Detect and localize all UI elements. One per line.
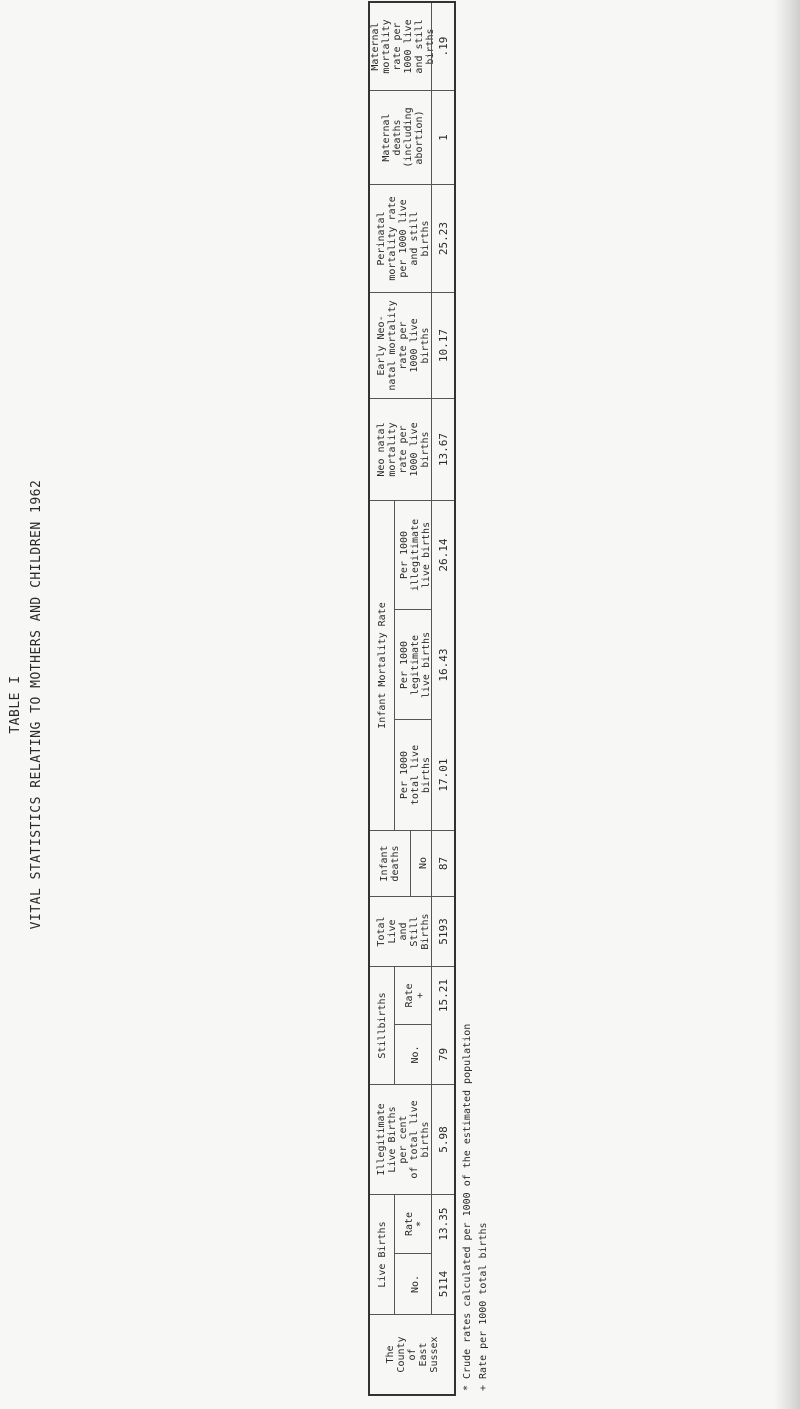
col-live-births [370, 1194, 454, 1314]
early-neonatal-value: 10.17 [431, 293, 454, 398]
county-header: The County of East Sussex [384, 1336, 440, 1373]
maternal-deaths-header: Maternal deaths (including abortion) [381, 107, 425, 168]
imr-illegit: 26.14 [436, 538, 450, 572]
stillbirths-rate-header: Rate + [404, 983, 426, 1008]
illegitimate-value: 5.98 [431, 1085, 454, 1194]
live-births-group: Live Births [370, 1195, 395, 1314]
col-infant-mortality-rate [370, 500, 454, 830]
col-stillbirths [370, 966, 454, 1084]
col-infant-deaths [370, 830, 454, 896]
total-births-value: 5193 [431, 897, 454, 966]
infant-deaths-header: Infant deaths [370, 831, 411, 896]
stillbirths-no-header: No. [409, 1045, 421, 1064]
col-early-neonatal [370, 292, 454, 398]
maternal-rate-header: Maternal mortality rate per 1000 live and still births [370, 19, 436, 74]
col-perinatal [370, 184, 454, 292]
maternal-deaths-value: 1 [431, 91, 454, 184]
table-number: TABLE I [8, 675, 23, 734]
total-births-header: Total Live and Still Births [375, 913, 431, 950]
divider [394, 609, 432, 610]
early-neonatal-header: Early Neo- natal mortality rate per 1000 live births [375, 300, 431, 391]
perinatal-value: 25.23 [431, 185, 454, 292]
col-neonatal [370, 398, 454, 500]
col-maternal-deaths [370, 90, 454, 184]
stillbirths-group: Stillbirths [370, 967, 395, 1084]
divider [394, 1253, 432, 1254]
stillbirths-rate: 15.21 [436, 978, 450, 1013]
live-births-rate-header: Rate * [404, 1211, 426, 1237]
imr-legit-header: Per 1000 legitimate live births [398, 631, 432, 699]
vital-statistics-table [368, 1, 456, 1396]
col-county [370, 1314, 454, 1394]
illegitimate-header: Illegitimate Live Births per cent of total live births [375, 1100, 431, 1179]
imr-illegit-header: Per 1000 illegitimate live births [398, 518, 432, 592]
neonatal-header: Neo natal mortality rate per 1000 live births [375, 422, 431, 477]
live-births-no-header: No. [409, 1274, 421, 1294]
divider [394, 1024, 432, 1025]
col-illegitimate [370, 1084, 454, 1194]
footnote-crude: * Crude rates calculated per 1000 of the estimated population [462, 1023, 473, 1391]
infant-deaths-no-header: No [417, 856, 429, 870]
neonatal-value: 13.67 [431, 399, 454, 500]
imr-group: Infant Mortality Rate [370, 501, 395, 830]
stillbirths-no: 79 [436, 1047, 450, 1062]
imr-total-header: Per 1000 total live births [398, 744, 432, 806]
imr-total: 17.01 [436, 758, 450, 792]
maternal-rate-value: .19 [431, 3, 454, 90]
footnote-total-births: + Rate per 1000 total births [478, 1222, 489, 1391]
infant-deaths-value: 87 [431, 831, 454, 896]
table-subtitle: VITAL STATISTICS RELATING TO MOTHERS AND CHILDREN 1962 [29, 479, 44, 930]
perinatal-header: Perinatal mortality rate per 1000 live and still births [375, 196, 431, 281]
col-maternal-rate [370, 3, 454, 90]
col-total-births [370, 896, 454, 966]
table-title [8, 0, 44, 1409]
divider [394, 719, 432, 720]
imr-legit: 16.43 [436, 648, 450, 682]
live-births-rate: 13.35 [436, 1207, 450, 1241]
live-births-no: 5114 [436, 1270, 450, 1298]
